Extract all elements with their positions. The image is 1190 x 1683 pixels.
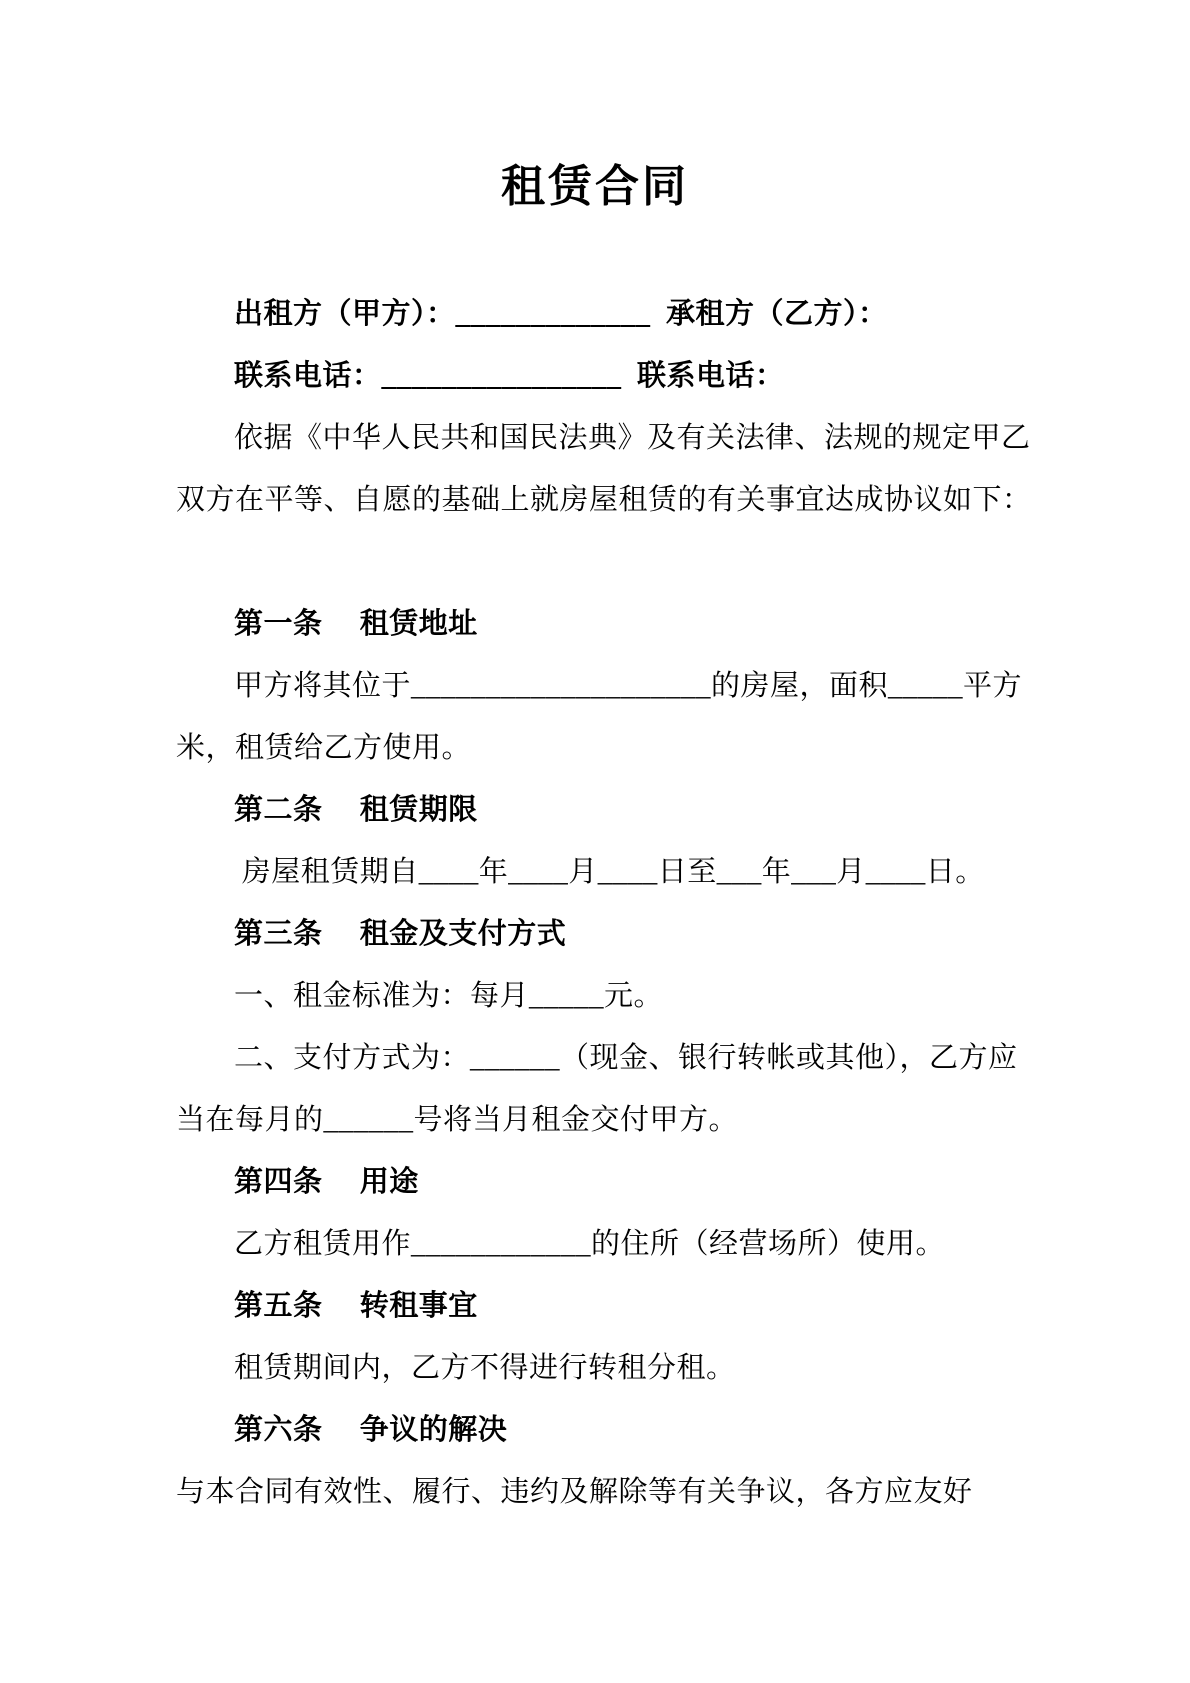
preamble-line-2: 双方在平等、自愿的基础上就房屋租赁的有关事宜达成协议如下： xyxy=(176,484,1032,516)
article-1-line-2: 米，租赁给乙方使用。 xyxy=(176,732,472,764)
article-1-line-1: 甲方将其位于____________________的房屋，面积_____平方 xyxy=(234,670,1023,702)
preamble-line-1: 依据《中华人民共和国民法典》及有关法律、法规的规定甲乙 xyxy=(234,422,1031,454)
article-5-heading: 第五条 转租事宜 xyxy=(234,1290,478,1322)
party-line: 出租方（甲方）：_____________ 承租方（乙方）： xyxy=(234,298,888,330)
article-5-line-1: 租赁期间内，乙方不得进行转租分租。 xyxy=(234,1352,736,1384)
article-3-line-1: 一、租金标准为：每月_____元。 xyxy=(234,980,664,1012)
article-4-heading: 第四条 用途 xyxy=(234,1166,419,1198)
article-6-line-1: 与本合同有效性、履行、违约及解除等有关争议，各方应友好 xyxy=(176,1476,973,1508)
phone-line: 联系电话：________________ 联系电话： xyxy=(234,360,785,392)
article-3-heading: 第三条 租金及支付方式 xyxy=(234,918,567,950)
article-6-heading: 第六条 争议的解决 xyxy=(234,1414,508,1446)
blank-line xyxy=(0,531,1190,593)
article-3-line-2: 二、支付方式为：______（现金、银行转帐或其他），乙方应 xyxy=(234,1042,1018,1074)
article-1-heading: 第一条 租赁地址 xyxy=(234,608,478,640)
article-2-heading: 第二条 租赁期限 xyxy=(234,794,478,826)
document-title: 租赁合同 xyxy=(501,162,689,211)
article-2-line-1: 房屋租赁期自____年____月____日至___年___月____日。 xyxy=(234,856,985,888)
article-4-line-1: 乙方租赁用作____________的住所（经营场所）使用。 xyxy=(234,1228,946,1260)
article-3-line-3: 当在每月的______号将当月租金交付甲方。 xyxy=(176,1104,739,1136)
